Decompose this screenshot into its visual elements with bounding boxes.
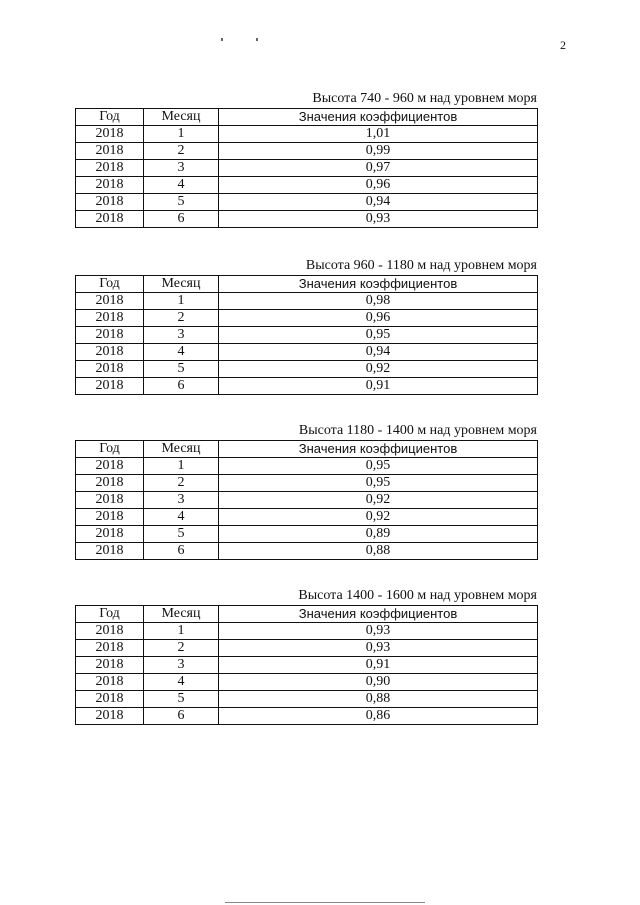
cell-value: 0,92 xyxy=(219,509,538,526)
table-row xyxy=(76,344,538,361)
cell-month: 3 xyxy=(144,160,219,177)
cell-year: 2018 xyxy=(76,640,144,657)
cell-year: 2018 xyxy=(76,674,144,691)
cell-value: 0,92 xyxy=(219,492,538,509)
cell-year: 2018 xyxy=(76,543,144,560)
table-row xyxy=(76,361,538,378)
scan-mark xyxy=(256,38,258,41)
cell-month: 3 xyxy=(144,657,219,674)
cell-value: 0,99 xyxy=(219,143,538,160)
cell-year: 2018 xyxy=(76,378,144,395)
header-year: Год xyxy=(76,441,144,458)
cell-month: 5 xyxy=(144,691,219,708)
table-row xyxy=(76,126,538,143)
cell-year: 2018 xyxy=(76,310,144,327)
cell-month: 5 xyxy=(144,526,219,543)
cell-month: 1 xyxy=(144,623,219,640)
table-row xyxy=(76,143,538,160)
cell-year: 2018 xyxy=(76,509,144,526)
cell-value: 0,97 xyxy=(219,160,538,177)
cell-value: 0,95 xyxy=(219,475,538,492)
cell-month: 6 xyxy=(144,211,219,228)
cell-month: 6 xyxy=(144,543,219,560)
table-row xyxy=(76,194,538,211)
table-row xyxy=(76,177,538,194)
cell-value: 0,92 xyxy=(219,361,538,378)
header-values: Значения коэффициентов xyxy=(219,109,538,126)
cell-year: 2018 xyxy=(76,327,144,344)
cell-month: 2 xyxy=(144,640,219,657)
cell-month: 3 xyxy=(144,327,219,344)
table-row xyxy=(76,458,538,475)
header-month: Месяц xyxy=(144,606,219,623)
table-row xyxy=(76,657,538,674)
table-row xyxy=(76,492,538,509)
coefficient-table-block xyxy=(75,422,537,560)
coefficient-table xyxy=(75,440,538,560)
page-number: 2 xyxy=(560,38,566,52)
cell-month: 4 xyxy=(144,674,219,691)
coefficient-table-block xyxy=(75,90,537,228)
header-month: Месяц xyxy=(144,109,219,126)
table-row xyxy=(76,526,538,543)
cell-month: 6 xyxy=(144,378,219,395)
table-caption: Высота 1400 - 1600 м над уровнем моря xyxy=(298,588,537,603)
coefficient-table-block xyxy=(75,587,537,725)
table-caption: Высота 1180 - 1400 м над уровнем моря xyxy=(298,423,537,438)
coefficient-table xyxy=(75,275,538,395)
table-header-row xyxy=(76,606,538,623)
table-row xyxy=(76,378,538,395)
table-row xyxy=(76,160,538,177)
header-year: Год xyxy=(76,276,144,293)
cell-month: 2 xyxy=(144,310,219,327)
cell-month: 6 xyxy=(144,708,219,725)
cell-value: 0,93 xyxy=(219,623,538,640)
cell-month: 1 xyxy=(144,126,219,143)
cell-value: 0,88 xyxy=(219,691,538,708)
cell-year: 2018 xyxy=(76,691,144,708)
scan-mark xyxy=(221,38,223,41)
cell-year: 2018 xyxy=(76,623,144,640)
cell-month: 3 xyxy=(144,492,219,509)
cell-value: 0,91 xyxy=(219,378,538,395)
header-year: Год xyxy=(76,606,144,623)
cell-value: 0,88 xyxy=(219,543,538,560)
table-row xyxy=(76,310,538,327)
table-row xyxy=(76,543,538,560)
cell-value: 0,93 xyxy=(219,640,538,657)
cell-year: 2018 xyxy=(76,657,144,674)
table-caption: Высота 960 - 1180 м над уровнем моря xyxy=(305,258,537,273)
cell-value: 0,89 xyxy=(219,526,538,543)
cell-month: 4 xyxy=(144,177,219,194)
header-year: Год xyxy=(76,109,144,126)
cell-year: 2018 xyxy=(76,160,144,177)
cell-value: 0,90 xyxy=(219,674,538,691)
header-values: Значения коэффициентов xyxy=(219,606,538,623)
table-row xyxy=(76,211,538,228)
cell-value: 0,98 xyxy=(219,293,538,310)
table-header-row xyxy=(76,441,538,458)
table-row xyxy=(76,509,538,526)
cell-year: 2018 xyxy=(76,126,144,143)
cell-value: 0,93 xyxy=(219,211,538,228)
cell-value: 0,94 xyxy=(219,344,538,361)
table-header-row xyxy=(76,276,538,293)
header-month: Месяц xyxy=(144,276,219,293)
table-row xyxy=(76,708,538,725)
table-header-row xyxy=(76,109,538,126)
cell-value: 0,95 xyxy=(219,458,538,475)
table-row xyxy=(76,475,538,492)
cell-year: 2018 xyxy=(76,293,144,310)
cell-year: 2018 xyxy=(76,526,144,543)
cell-month: 2 xyxy=(144,475,219,492)
coefficient-table xyxy=(75,108,538,228)
cell-year: 2018 xyxy=(76,211,144,228)
cell-month: 2 xyxy=(144,143,219,160)
table-row xyxy=(76,674,538,691)
cell-value: 0,86 xyxy=(219,708,538,725)
table-row xyxy=(76,640,538,657)
page-edge-line xyxy=(225,902,425,903)
table-row xyxy=(76,293,538,310)
header-month: Месяц xyxy=(144,441,219,458)
table-row xyxy=(76,691,538,708)
cell-year: 2018 xyxy=(76,177,144,194)
cell-value: 0,96 xyxy=(219,177,538,194)
cell-value: 0,95 xyxy=(219,327,538,344)
header-values: Значения коэффициентов xyxy=(219,276,538,293)
cell-month: 1 xyxy=(144,293,219,310)
cell-year: 2018 xyxy=(76,475,144,492)
cell-year: 2018 xyxy=(76,708,144,725)
cell-value: 0,91 xyxy=(219,657,538,674)
cell-month: 4 xyxy=(144,509,219,526)
table-row xyxy=(76,623,538,640)
table-row xyxy=(76,327,538,344)
cell-year: 2018 xyxy=(76,361,144,378)
cell-year: 2018 xyxy=(76,458,144,475)
cell-year: 2018 xyxy=(76,492,144,509)
cell-month: 1 xyxy=(144,458,219,475)
cell-year: 2018 xyxy=(76,143,144,160)
cell-value: 1,01 xyxy=(219,126,538,143)
coefficient-table-block xyxy=(75,257,537,395)
cell-value: 0,94 xyxy=(219,194,538,211)
cell-year: 2018 xyxy=(76,344,144,361)
cell-month: 4 xyxy=(144,344,219,361)
cell-value: 0,96 xyxy=(219,310,538,327)
coefficient-table xyxy=(75,605,538,725)
cell-year: 2018 xyxy=(76,194,144,211)
header-values: Значения коэффициентов xyxy=(219,441,538,458)
cell-month: 5 xyxy=(144,361,219,378)
table-caption: Высота 740 - 960 м над уровнем моря xyxy=(312,91,537,106)
cell-month: 5 xyxy=(144,194,219,211)
